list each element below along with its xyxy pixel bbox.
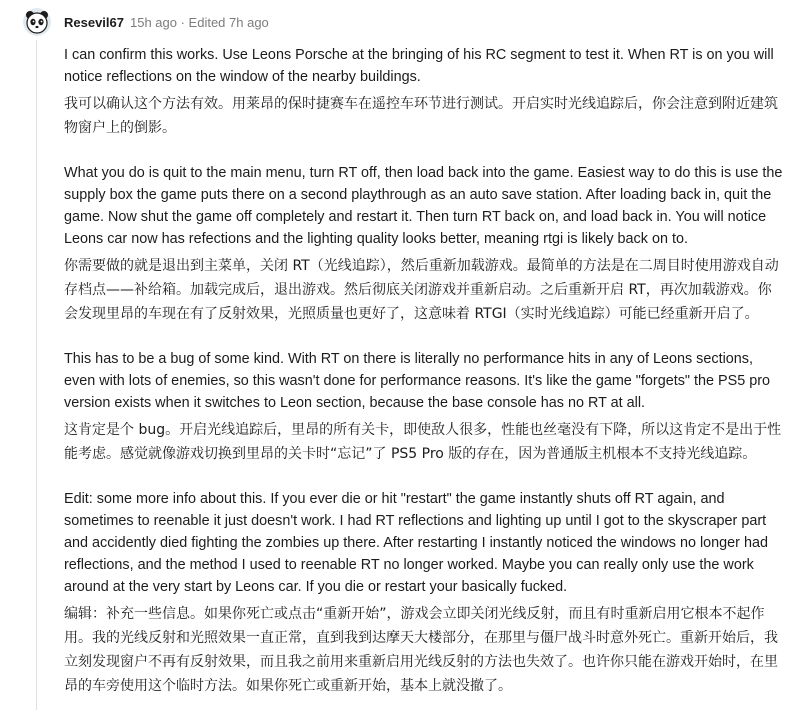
paragraph-zh-1: 我可以确认这个方法有效。用莱昂的保时捷赛车在遥控车环节进行测试。开启实时光线追踪后，你会注意到附近建筑物窗户上的倒影。: [64, 96, 778, 136]
paragraph-en-2: What you do is quit to the main menu, turn RT off, then load back into the game. Easiest way to do this is use the supply box the game puts there on a second playthrough as an auto save station. After loading back in, quit the game. Now shut the game off completely and restart it. Then turn RT back on, and load back in. You will notice Leons car now has refections and the lighting quality looks better, meaning rtgi is likely back on to.: [64, 165, 783, 247]
paragraph-en-4: Edit: some more info about this. If you ever die or hit "restart" the game instantly shuts off RT again, and sometimes to reenable it just doesn't work. I had RT reflections and lighting up until I got to the skyscraper part and accidently died fighting the zombies up there. After restarting I instantly noticed the windows no longer had reflections, and the method I used to reenable RT no longer worked. Maybe you can really only use the work around at the very start by Leons car. If you die or restart your basically fucked.: [64, 491, 768, 595]
paragraph-en-1: I can confirm this works. Use Leons Porsche at the bringing of his RC segment to test it. When RT is on you will notice reflections on the window of the nearby buildings.: [64, 47, 774, 85]
paragraph-gap: [64, 140, 784, 162]
paragraph-gap: [64, 326, 784, 348]
avatar[interactable]: [23, 8, 51, 36]
paragraph-zh-3: 这肯定是个 bug。开启光线追踪后，里昂的所有关卡，即使敌人很多，性能也丝毫没有下降，所以这肯定不是出于性能考虑。感觉就像游戏切换到里昂的关卡时“忘记”了 PS5 Pro 版的存在，因为普通版主机根本不支持光线追踪。: [64, 422, 782, 462]
paragraph-zh-2: 你需要做的就是退出到主菜单，关闭 RT（光线追踪），然后重新加载游戏。最简单的方法是在二周目时使用游戏自动存档点——补给箱。加载完成后，退出游戏。然后彻底关闭游戏并重新启动。之后重新开启 RT，再次加载游戏。你会发现里昂的车现在有了反射效果，光照质量也更好了，这意味着 RTGI（实时光线追踪）可能已经重新开启了。: [64, 258, 779, 322]
paragraph-gap: [64, 466, 784, 488]
thread-line[interactable]: [36, 40, 37, 710]
comment-meta: 15h ago · Edited 7h ago: [130, 15, 269, 30]
comment-body: [64, 44, 784, 698]
paragraph-en-3: This has to be a bug of some kind. With RT on there is literally no performance hits in any of Leons sections, even with lots of enemies, so this wasn't done for performance reasons. It's like the game "forgets" the PS5 pro version exists when it switches to Leon section, because the base console has no RT at all.: [64, 351, 771, 411]
comment-header: [64, 13, 269, 33]
panda-avatar-icon: [23, 8, 51, 36]
paragraph-zh-4: 编辑：补充一些信息。如果你死亡或点击“重新开始”，游戏会立即关闭光线反射，而且有时重新启用它根本不起作用。我的光线反射和光照效果一直正常，直到我到达摩天大楼部分，在那里与僵尸战斗时意外死亡。重新开始后，我立刻发现窗户不再有反射效果，而且我之前用来重新启用光线反射的方法也失效了。也许你只能在游戏开始时，在里昂的车旁使用这个临时方法。如果你死亡或重新开始，基本上就没撤了。: [64, 606, 778, 694]
author-name[interactable]: Resevil67: [64, 15, 124, 30]
